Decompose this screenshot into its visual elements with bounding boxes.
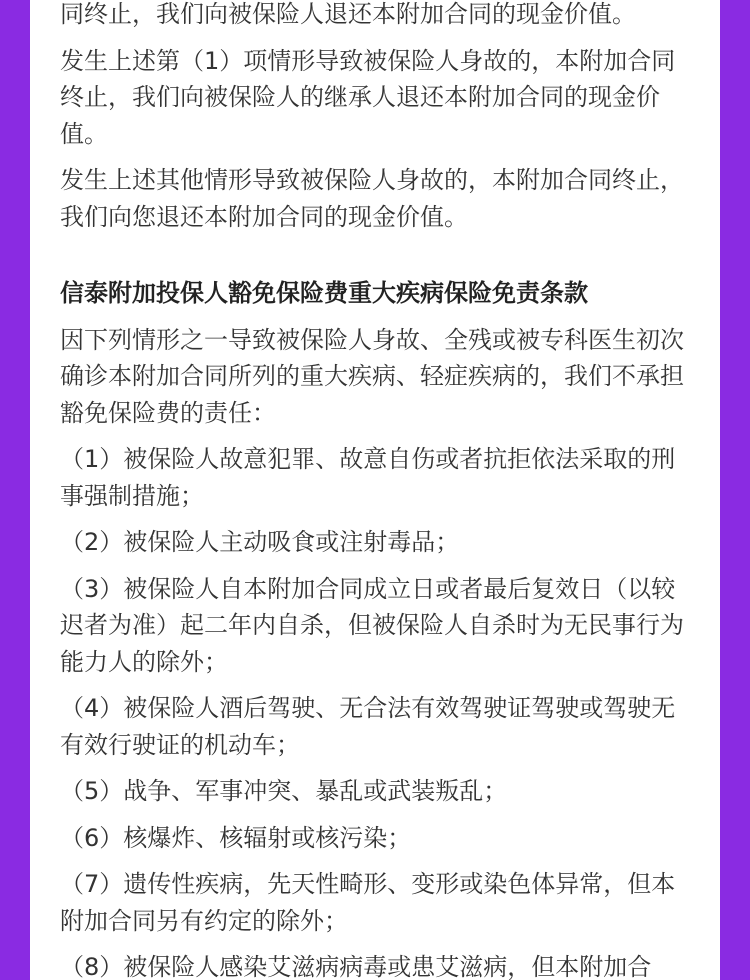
exclusion-item: （8）被保险人感染艾滋病病毒或患艾滋病，但本附加合: [60, 953, 652, 980]
document-content: [60, 0, 685, 980]
section-intro: 因下列情形之一导致被保险人身故、全残或被专科医生初次确诊本附加合同所列的重大疾病、轻症疾病的，我们不承担豁免保险费的责任：: [60, 325, 684, 427]
exclusion-item: （6）核爆炸、核辐射或核污染；: [60, 823, 412, 852]
section-title: 信泰附加投保人豁免保险费重大疾病保险免责条款: [60, 279, 588, 307]
exclusion-item: （1）被保险人故意犯罪、故意自伤或者抗拒依法采取的刑事强制措施；: [60, 445, 676, 510]
exclusion-item: （2）被保险人主动吸食或注射毒品；: [60, 528, 460, 556]
exclusion-item: （4）被保险人酒后驾驶、无合法有效驾驶证驾驶或驾驶无有效行驶证的机动车；: [60, 694, 676, 759]
exclusion-item: （5）战争、军事冲突、暴乱或武装叛乱；: [60, 777, 508, 805]
exclusion-item: （7）遗传性疾病，先天性畸形、变形或染色体异常，但本附加合同另有约定的除外；: [60, 870, 676, 935]
paragraph-termination: 同终止，我们向被保险人退还本附加合同的现金价值。: [60, 0, 636, 28]
paragraph-death-case-1: 发生上述第（1）项情形导致被保险人身故的，本附加合同终止，我们向被保险人的继承人退还本附加合同的现金价值。: [60, 46, 676, 148]
document-page: [30, 0, 720, 980]
exclusion-item: （3）被保险人自本附加合同成立日或者最后复效日（以较迟者为准）起二年内自杀，但被保险人自杀时为无民事行为能力人的除外；: [60, 574, 684, 676]
paragraph-death-other-cases: 发生上述其他情形导致被保险人身故的，本附加合同终止，我们向您退还本附加合同的现金价值。: [60, 166, 684, 231]
